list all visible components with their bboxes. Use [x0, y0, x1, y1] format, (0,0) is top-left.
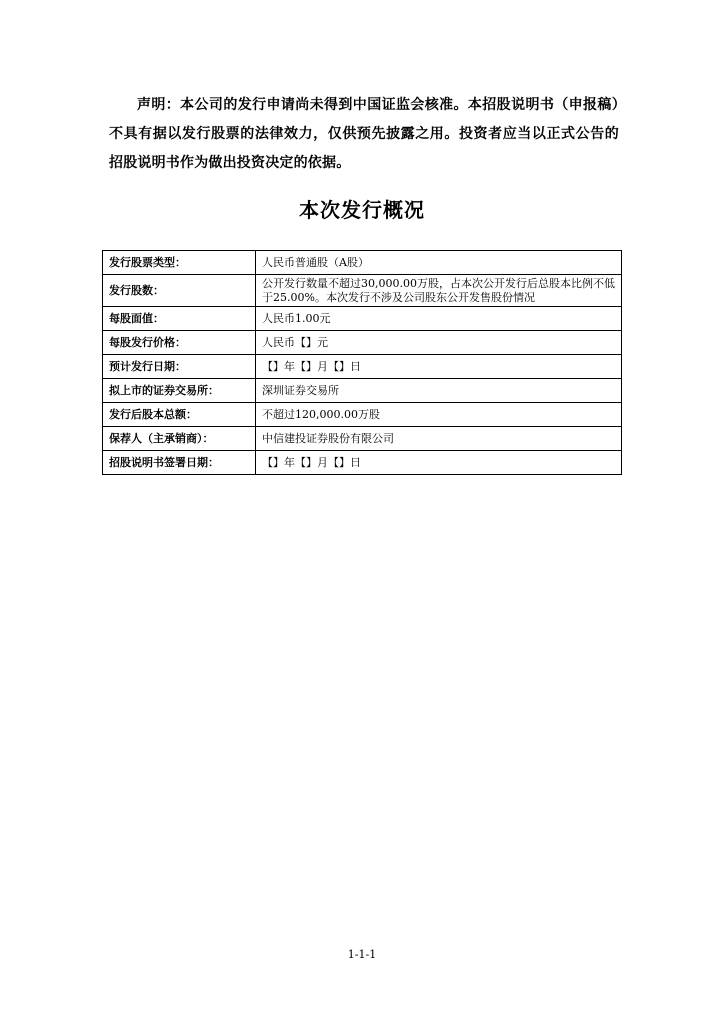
table-row [103, 251, 622, 275]
row-value: 【】年【】月【】日 [256, 451, 622, 475]
row-label: 每股面值： [103, 307, 256, 331]
page-number: 1-1-1 [347, 948, 377, 961]
row-label: 招股说明书签署日期： [103, 451, 256, 475]
row-label: 每股发行价格： [103, 331, 256, 355]
row-label: 发行股票类型： [103, 251, 256, 275]
row-label: 保荐人（主承销商）： [103, 427, 256, 451]
row-label: 发行后股本总额： [103, 403, 256, 427]
row-value: 【】年【】月【】日 [256, 355, 622, 379]
row-value: 不超过120,000.00万股 [256, 403, 622, 427]
table-row [103, 331, 622, 355]
table-row [103, 379, 622, 403]
row-label: 发行股数： [103, 275, 256, 307]
disclaimer-statement: 声明：本公司的发行申请尚未得到中国证监会核准。本招股说明书（申报稿）不具有据以发行股票的法律效力，仅供预先披露之用。投资者应当以正式公告的招股说明书作为做出投资决定的依据。 [109, 97, 619, 171]
page-title: 本次发行概况 [299, 198, 425, 222]
row-value: 深圳证券交易所 [256, 379, 622, 403]
row-value: 公开发行数量不超过30,000.00万股，占本次公开发行后总股本比例不低于25.00%。本次发行不涉及公司股东公开发售股份情况 [256, 275, 622, 307]
row-value: 人民币【】元 [256, 331, 622, 355]
row-value: 人民币1.00元 [256, 307, 622, 331]
table-row [103, 427, 622, 451]
table-row [103, 275, 622, 307]
row-label: 拟上市的证券交易所： [103, 379, 256, 403]
table-row [103, 403, 622, 427]
row-label: 预计发行日期： [103, 355, 256, 379]
offering-summary-table [102, 250, 622, 475]
table-row [103, 307, 622, 331]
row-value: 人民币普通股（A股） [256, 251, 622, 275]
row-value: 中信建投证券股份有限公司 [256, 427, 622, 451]
table-row [103, 451, 622, 475]
table-row [103, 355, 622, 379]
